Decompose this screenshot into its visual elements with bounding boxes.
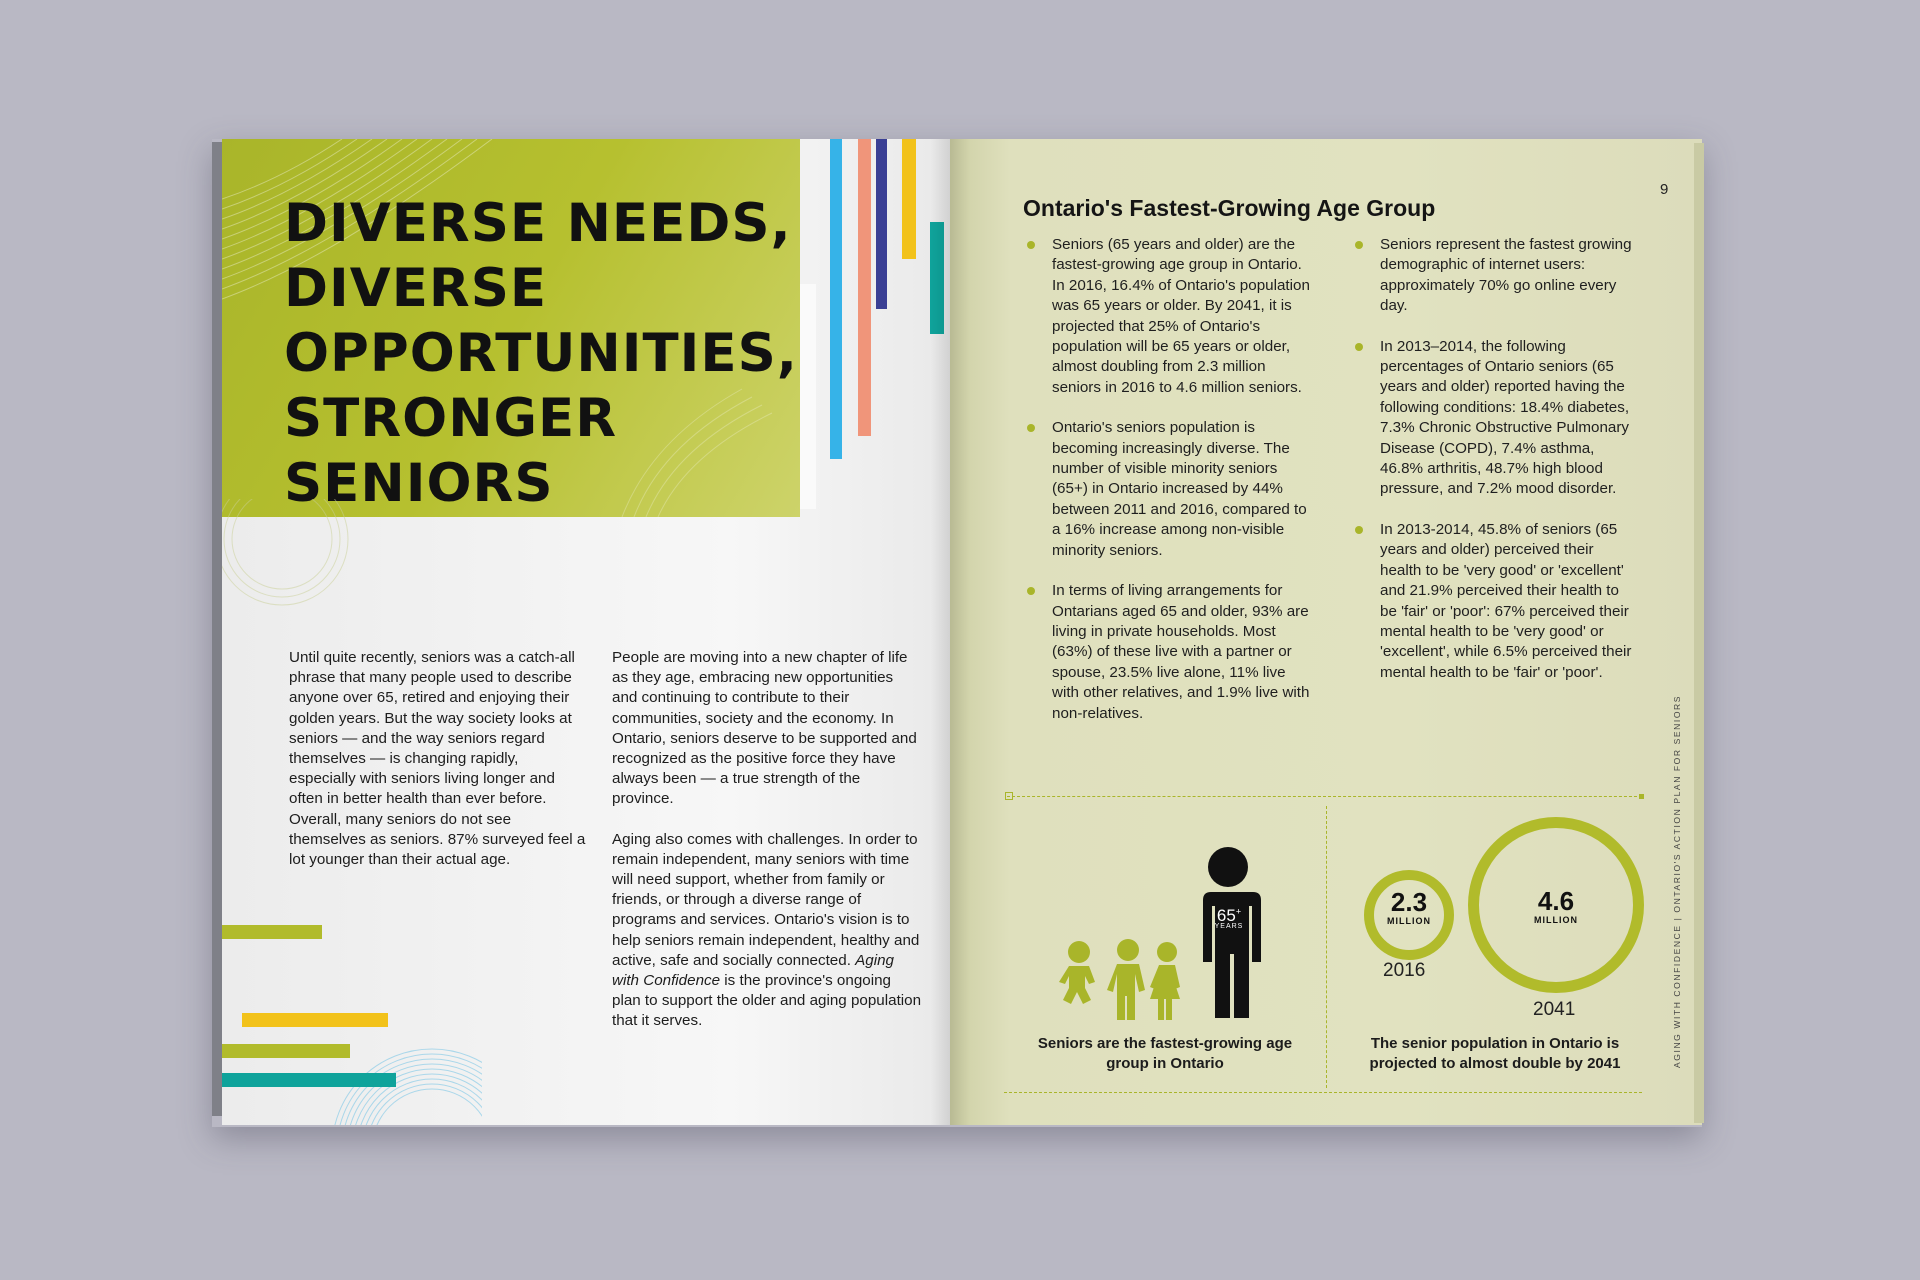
- ring-2016-value: 2.3: [1390, 887, 1428, 917]
- body-text: is the province's ongoing plan to support the older and aging population that it serves.: [612, 972, 922, 1030]
- left-page: [222, 139, 950, 1125]
- deco-bar-teal-bottom: [222, 1073, 396, 1087]
- ring-2016-year: 2016: [1383, 960, 1426, 981]
- headline-block: [222, 139, 800, 517]
- bullet-item: In 2013-2014, 45.8% of seniors (65 years and older) perceived their health to be 'very good' or 'excellent' and 21.9% perceived their health to be 'fair' or 'poor': 67% perceived their mental health to be 'very good' or 'excellent', while 6.5% perceived their mental health to be 'fair' or 'poor'.: [1352, 520, 1632, 683]
- body-text: Aging also comes with challenges. In order to remain independent, many seniors with time will need support, whether from family or friends, or through a diverse range of programs and services. Ontario's vision is to help seniors remain independent, healthy and active, safe and socially connected.: [612, 830, 920, 969]
- ring-2041-value: 4.6: [1537, 886, 1575, 916]
- body-paragraph: People are moving into a new chapter of life as they age, embracing new opportunities and continuing to contribute to their communities, society and the economy. In Ontario, seniors deserve to be supported and recognized as the positive force they have always been — a true strength of the province.: [612, 649, 917, 808]
- plan-title: Aging with Confidence: [612, 951, 895, 990]
- headline-line: SENIORS: [284, 453, 554, 514]
- headline-line: DIVERSE: [284, 258, 548, 319]
- deco-bar-green-bottom-2: [222, 1044, 350, 1058]
- section-heading: Ontario's Fastest-Growing Age Group: [1023, 195, 1436, 221]
- circle-outline-graphic: [222, 499, 422, 619]
- deco-bar-green-bottom: [222, 925, 322, 939]
- deco-bar-white: [800, 284, 816, 509]
- ring-2041-unit: MILLION: [1534, 915, 1578, 925]
- age-figures-graphic: [1055, 840, 1275, 1020]
- bullet-item: Ontario's seniors population is becoming increasingly diverse. The number of visible minority seniors (65+) in Ontario increased by 44% between 2011 and 2016, compared to a 16% increase among non-visible minority seniors.: [1024, 418, 1314, 561]
- page-edge-right: [1694, 143, 1704, 1123]
- deco-bar-navy: [876, 139, 887, 309]
- headline-line: STRONGER: [284, 388, 618, 449]
- body-column-2: [612, 648, 922, 1052]
- deco-bar-yellow: [902, 139, 916, 259]
- bullet-item: In terms of living arrangements for Ontarians aged 65 and older, 93% are living in private households. Most (63%) of these live with a partner or spouse, 23.5% live alone, 11% live with other relatives, and 1.9% live with non-relatives.: [1024, 581, 1314, 724]
- infographic-divider-top: [1007, 796, 1642, 797]
- headline-line: DIVERSE NEEDS,: [284, 193, 792, 254]
- age-badge-label: YEARS: [1214, 923, 1244, 930]
- deco-bar-yellow-bottom: [242, 1013, 388, 1027]
- deco-bar-salmon: [858, 139, 871, 436]
- ring-2041-year: 2041: [1533, 999, 1576, 1020]
- bullet-list-left: [1024, 235, 1314, 744]
- body-column-1: [289, 648, 589, 890]
- ring-2016-unit: MILLION: [1387, 916, 1431, 926]
- infographic-divider-vertical: [1326, 806, 1327, 1088]
- divider-endpoint-icon: [1005, 792, 1013, 800]
- bullet-item: In 2013–2014, the following percentages of Ontario seniors (65 years and older) reported having the following conditions: 18.4% diabetes, 7.3% Chronic Obstructive Pulmonary Disease (COPD), 7.4% asthma, 46.8% arthritis, 48.7% high blood pressure, and 7.2% mood disorder.: [1352, 337, 1632, 500]
- bullet-list-right: [1352, 235, 1632, 703]
- deco-bar-blue: [830, 139, 842, 459]
- book-gutter: [930, 139, 970, 1125]
- bullet-item: Seniors represent the fastest growing demographic of internet users: approximately 70% go online every day.: [1352, 235, 1632, 317]
- body-paragraph: Until quite recently, seniors was a catch-all phrase that many people used to describe anyone over 65, retired and enjoying their golden years. But the way society looks at seniors — and the way seniors regard themselves — is changing rapidly, especially with seniors living longer and often in better health than ever before. Overall, many seniors do not see themselves as seniors. 87% surveyed feel a lot younger than their actual age.: [289, 649, 586, 869]
- age-badge-plus: +: [1235, 906, 1242, 917]
- headline: [284, 191, 804, 516]
- bullet-item: Seniors (65 years and older) are the fastest-growing age group in Ontario. In 2016, 16.4% of Ontario's population was 65 years or older. By 2041, it is projected that 25% of Ontario's population will be 65 years or older, almost doubling from 2.3 million seniors in 2016 to 4.6 million seniors.: [1024, 235, 1314, 398]
- infographic-divider-bottom: [1004, 1092, 1642, 1093]
- divider-endpoint-icon: [1639, 794, 1644, 799]
- caption-rings: The senior population in Ontario is projected to almost double by 2041: [1369, 1035, 1621, 1072]
- running-title-b: ONTARIO'S ACTION PLAN FOR SENIORS: [1672, 694, 1682, 913]
- body-paragraph: [612, 830, 922, 1032]
- running-title-a: AGING WITH CONFIDENCE: [1672, 924, 1682, 1068]
- caption-figures: Seniors are the fastest-growing age group in Ontario: [1037, 1035, 1293, 1072]
- age-badge: [1204, 906, 1254, 930]
- running-title: AGING WITH CONFIDENCE | ONTARIO'S ACTION PLAN FOR SENIORS: [1672, 694, 1682, 1068]
- age-badge-number: 65: [1216, 906, 1236, 925]
- headline-line: OPPORTUNITIES,: [284, 323, 798, 384]
- page-number: 9: [1660, 181, 1669, 198]
